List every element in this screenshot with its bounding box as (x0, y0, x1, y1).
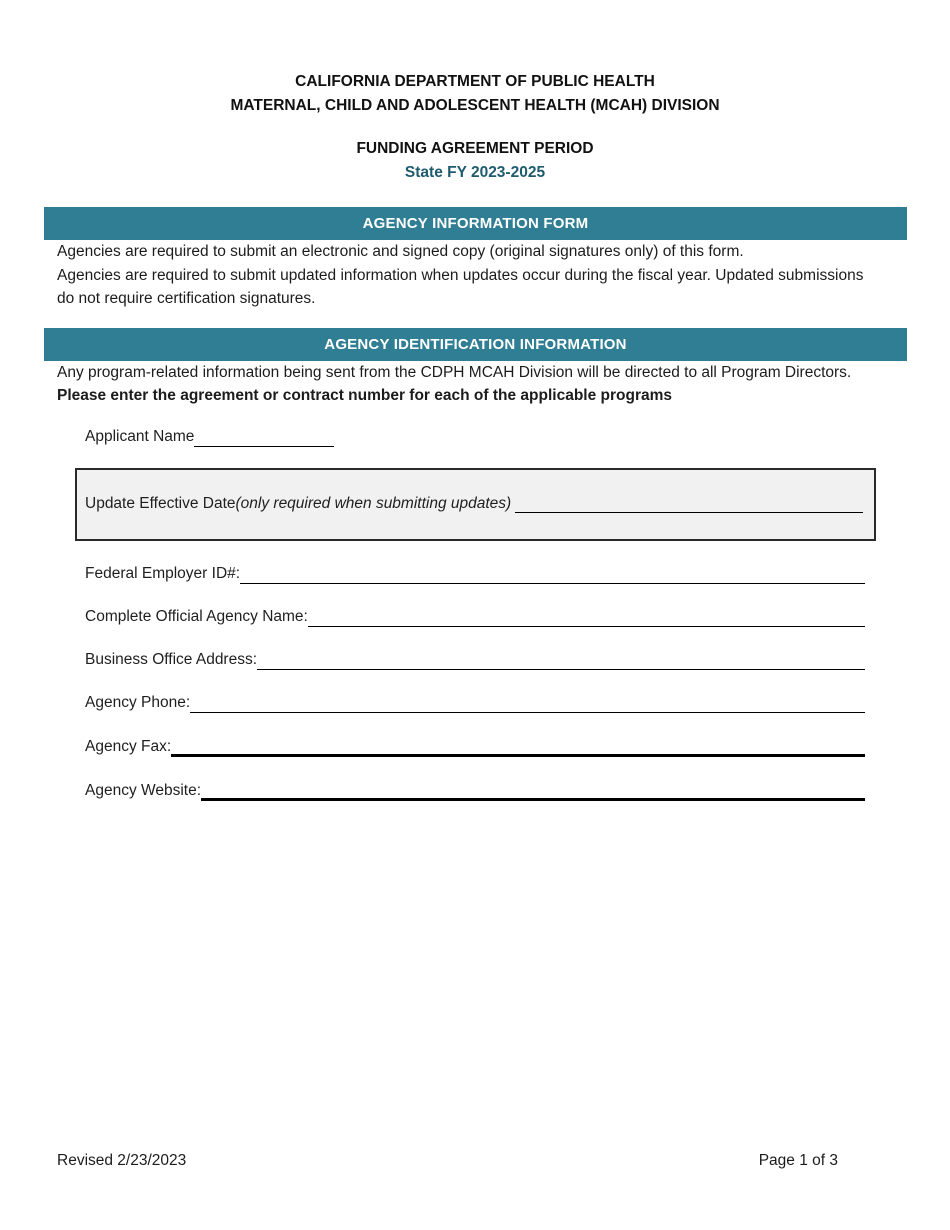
agency-fax-row (85, 736, 865, 757)
agency-phone-label: Agency Phone: (85, 693, 191, 711)
applicant-name-row (85, 427, 865, 447)
document-header (0, 70, 950, 185)
business-office-address-row (85, 650, 865, 670)
contract-number-instruction: Please enter the agreement or contract number for each of the applicable programs (57, 387, 673, 404)
revised-date: Revised 2/23/2023 (57, 1152, 187, 1169)
official-agency-name-label: Complete Official Agency Name: (85, 607, 308, 625)
official-agency-name-row (85, 607, 865, 627)
federal-employer-id-label: Federal Employer ID#: (85, 564, 241, 582)
division-title: MATERNAL, CHILD AND ADOLESCENT HEALTH (MCAH) DIVISION (230, 97, 720, 114)
agency-website-input[interactable] (201, 780, 865, 801)
business-office-address-label: Business Office Address: (85, 650, 258, 668)
update-effective-date-label: Update Effective Date (85, 495, 236, 512)
department-title: CALIFORNIA DEPARTMENT OF PUBLIC HEALTH (295, 73, 655, 90)
instruction-paragraph-signed-copy: Agencies are required to submit an electronic and signed copy (original signatures only) of this form. (57, 243, 744, 260)
update-effective-date-box (75, 468, 876, 541)
federal-employer-id-row (85, 564, 865, 584)
agency-fax-label: Agency Fax: (85, 737, 172, 755)
agency-fax-input[interactable] (171, 736, 865, 757)
applicant-name-label: Applicant Name (85, 427, 195, 445)
agency-phone-input[interactable] (190, 694, 865, 713)
instruction-paragraph-updates: Agencies are required to submit updated information when updates occur during the fiscal year. Updated submissions do not require certification signatures. (57, 266, 864, 307)
federal-employer-id-input[interactable] (240, 565, 865, 584)
official-agency-name-input[interactable] (308, 608, 865, 627)
update-effective-date-input[interactable] (515, 496, 863, 513)
agency-website-row (85, 780, 865, 801)
section-banner-agency-information-form: AGENCY INFORMATION FORM (44, 207, 907, 240)
fiscal-year-subtitle: State FY 2023-2025 (404, 164, 546, 181)
program-directors-note: Any program-related information being sent from the CDPH MCAH Division will be directed to all Program Directors. (57, 363, 852, 381)
page-number: Page 1 of 3 (758, 1152, 838, 1169)
page-footer (57, 1152, 838, 1170)
agency-website-label: Agency Website: (85, 781, 202, 799)
applicant-name-input[interactable] (194, 428, 334, 447)
update-effective-date-note: (only required when submitting updates) (235, 495, 512, 512)
funding-agreement-period-title: FUNDING AGREEMENT PERIOD (356, 140, 594, 157)
section-banner-agency-identification: AGENCY IDENTIFICATION INFORMATION (44, 328, 907, 361)
business-office-address-input[interactable] (257, 651, 865, 670)
agency-phone-row (85, 693, 865, 713)
